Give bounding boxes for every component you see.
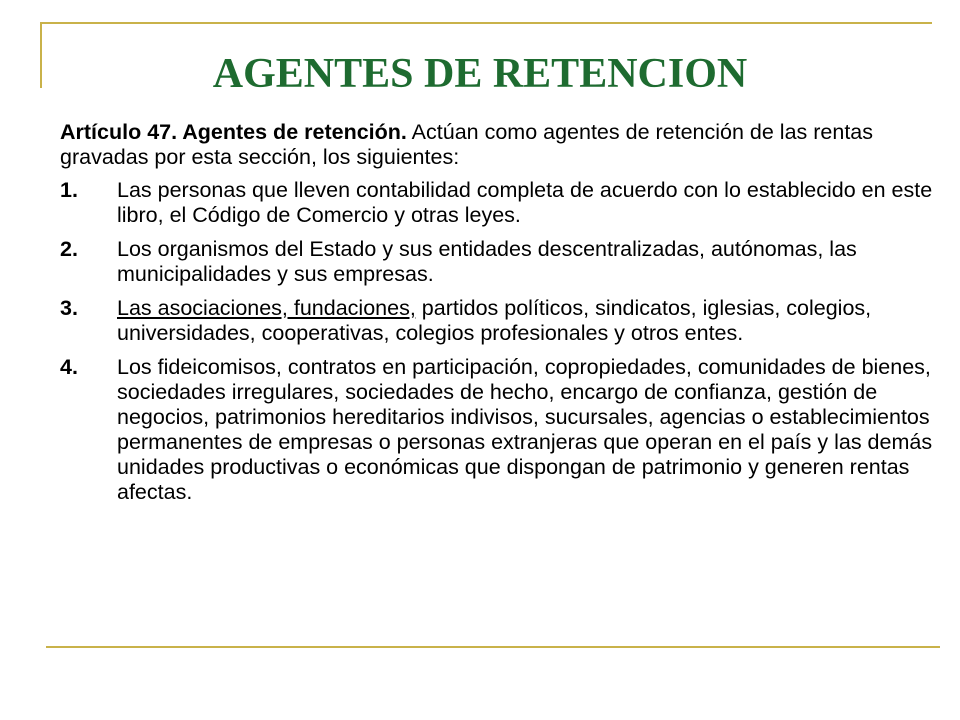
list-item-number: 4. [60,355,78,379]
list-item-text: Los organismos del Estado y sus entidades descentralizadas, autónomas, las municipalidades y sus empresas. [117,237,857,286]
list-item-text: Las personas que lleven contabilidad completa de acuerdo con lo establecido en este libro, el Código de Comercio y otras leyes. [117,178,933,227]
list-item-text: partidos políticos, sindicatos, iglesias, colegios, universidades, cooperativas, colegios profesionales y otros entes. [117,296,872,345]
slide-title: AGENTES DE RETENCION [212,51,748,97]
list-item-4 [60,355,940,505]
frame-bottom-rule [46,646,940,648]
list-item-number: 2. [60,237,78,261]
list-item-2 [60,237,940,287]
slide-content [60,120,940,514]
list-item-3 [60,296,940,346]
list-item-text: Los fideicomisos, contratos en participación, copropiedades, comunidades de bienes, sociedades irregulares, sociedades de hecho, encargo de confianza, gestión de negocios, patrimonios hereditarios indivisos, sucursales, agencias o establecimientos permanentes de empresas o personas extranjeras que operan en el país y las demás unidades productivas o económicas que dispongan de patrimonio y generen rentas afectas. [117,355,933,504]
article-heading: Artículo 47. Agentes de retención. [60,120,407,144]
list-item-1 [60,178,940,228]
list-item-number: 1. [60,178,78,202]
intro-paragraph [60,120,940,170]
frame-top-rule [40,22,932,24]
underlined-phrase: Las asociaciones, fundaciones, [117,296,416,320]
list-item-text-container [117,296,940,346]
intro-text: Actúan como agentes de retención de las rentas gravadas por esta sección, los siguientes: [60,120,874,169]
list-item-number: 3. [60,296,78,320]
